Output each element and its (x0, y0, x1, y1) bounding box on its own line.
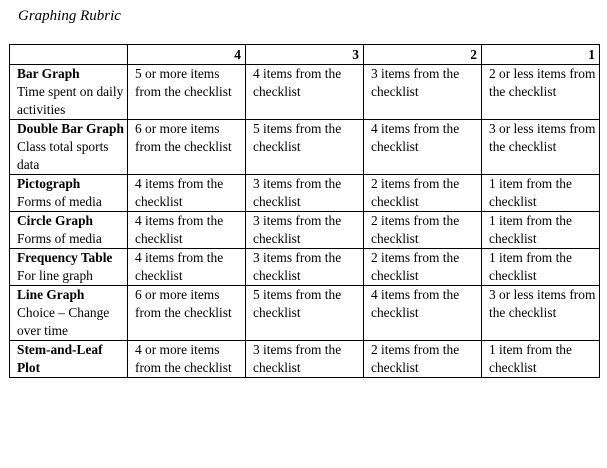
header-row (10, 45, 600, 65)
score-cell: 3 or less items from the checklist (482, 120, 600, 175)
category-cell (10, 120, 128, 175)
category-name: Circle Graph (17, 213, 93, 228)
score-cell: 2 items from the checklist (364, 249, 482, 286)
score-cell: 5 or more items from the checklist (128, 65, 246, 120)
score-cell: 1 item from the checklist (482, 249, 600, 286)
category-cell (10, 341, 128, 378)
score-cell: 3 or less items from the checklist (482, 286, 600, 341)
rubric-table (9, 44, 600, 378)
score-cell: 3 items from the checklist (364, 65, 482, 120)
table-row (10, 65, 600, 120)
score-cell: 3 items from the checklist (246, 341, 364, 378)
category-cell (10, 175, 128, 212)
header-cell-score-3: 3 (246, 45, 364, 65)
score-cell: 2 or less items from the checklist (482, 65, 600, 120)
table-row (10, 341, 600, 378)
score-cell: 1 item from the checklist (482, 341, 600, 378)
score-cell: 4 items from the checklist (364, 120, 482, 175)
header-cell-score-2: 2 (364, 45, 482, 65)
score-cell: 4 items from the checklist (128, 212, 246, 249)
category-name: Frequency Table (17, 250, 113, 265)
category-description: Time spent on daily activities (17, 84, 124, 117)
table-row (10, 249, 600, 286)
table-row (10, 120, 600, 175)
score-cell: 4 items from the checklist (128, 249, 246, 286)
category-cell (10, 65, 128, 120)
category-description: Class total sports data (17, 139, 109, 172)
category-name: Double Bar Graph (17, 121, 124, 136)
document-title: Graphing Rubric (18, 8, 121, 24)
score-cell: 5 items from the checklist (246, 120, 364, 175)
score-cell: 2 items from the checklist (364, 341, 482, 378)
header-cell-score-4: 4 (128, 45, 246, 65)
score-cell: 3 items from the checklist (246, 212, 364, 249)
header-cell-corner (10, 45, 128, 65)
score-cell: 4 items from the checklist (128, 175, 246, 212)
category-cell (10, 249, 128, 286)
score-cell: 2 items from the checklist (364, 175, 482, 212)
category-description: Choice – Change over time (17, 305, 110, 338)
table-row (10, 286, 600, 341)
score-cell: 4 items from the checklist (246, 65, 364, 120)
score-cell: 6 or more items from the checklist (128, 286, 246, 341)
score-cell: 1 item from the checklist (482, 212, 600, 249)
score-cell: 2 items from the checklist (364, 212, 482, 249)
score-cell: 5 items from the checklist (246, 286, 364, 341)
category-cell (10, 286, 128, 341)
score-cell: 3 items from the checklist (246, 249, 364, 286)
score-cell: 1 item from the checklist (482, 175, 600, 212)
score-cell: 3 items from the checklist (246, 175, 364, 212)
score-cell: 6 or more items from the checklist (128, 120, 246, 175)
category-description: Forms of media (17, 194, 102, 209)
category-name: Bar Graph (17, 66, 80, 81)
category-cell (10, 212, 128, 249)
score-cell: 4 or more items from the checklist (128, 341, 246, 378)
header-cell-score-1: 1 (482, 45, 600, 65)
category-name: Line Graph (17, 287, 85, 302)
category-name: Pictograph (17, 176, 81, 191)
category-description: Forms of media (17, 231, 102, 246)
table-row (10, 212, 600, 249)
category-name: Stem-and-Leaf Plot (17, 342, 103, 375)
table-row (10, 175, 600, 212)
score-cell: 4 items from the checklist (364, 286, 482, 341)
category-description: For line graph (17, 268, 93, 283)
